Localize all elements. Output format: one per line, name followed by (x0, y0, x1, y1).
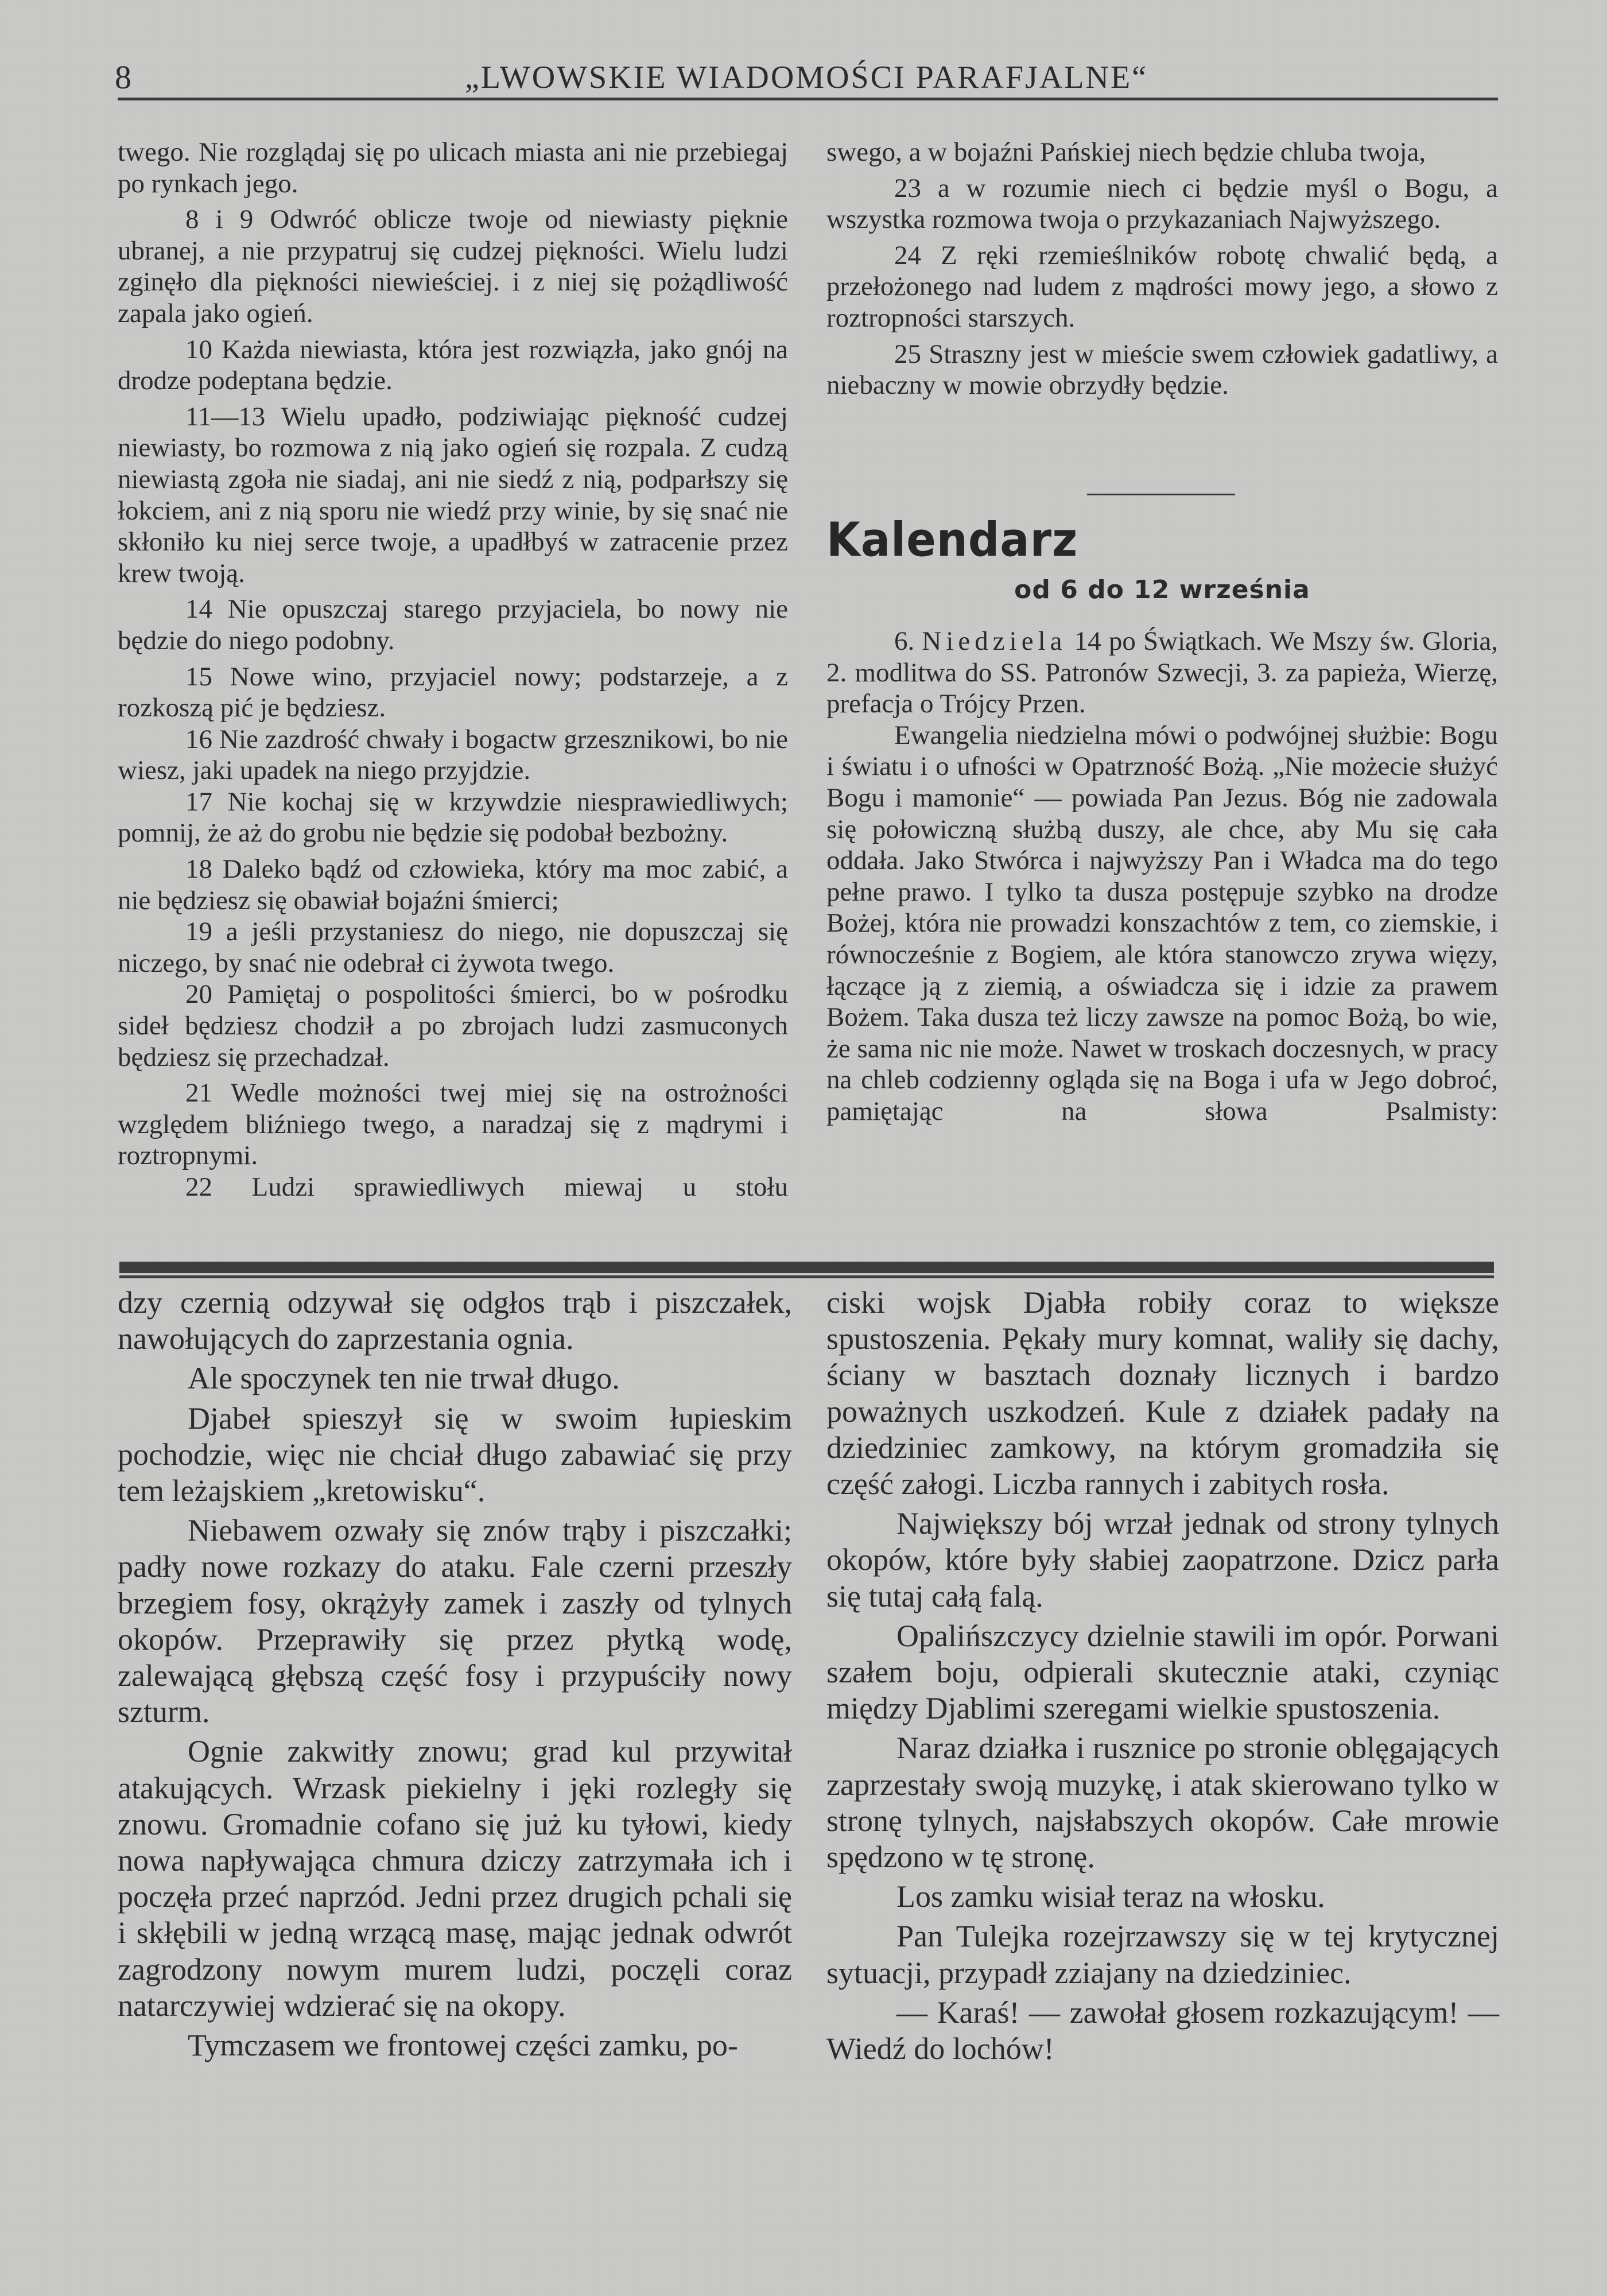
paragraph: Djabeł spieszył się w swoim łupieskim pochodzie, więc nie chciał długo zabawiać się przy tem leżajskiem „kretowisku“. (118, 1401, 792, 1508)
paragraph: dzy czernią odzywał się odgłos trąb i piszczałek, nawołujących do zaprzestania ognia. (118, 1285, 792, 1356)
verse-16: 16 Nie zazdrość chwały i bogactw grzesznikowi, bo nie wiesz, jaki upadek na niego przyjdzie. (118, 724, 788, 786)
verse-10: 10 Każda niewiasta, która jest rozwiązła, jako gnój na drodze podeptana będzie. (118, 334, 788, 396)
verse-21: 21 Wedle możności twej miej się na ostrożności względem bliźniego twego, a naradzaj się z mądrymi i roztropnymi. (118, 1078, 788, 1171)
day-number: 6. (894, 626, 915, 656)
paragraph: Ale spoczynek ten nie trwał długo. (188, 1361, 620, 1396)
verse-25: 25 Straszny jest w mieście swem człowiek gadatliwy, a niebaczny w mowie obrzydły będzie. (826, 339, 1498, 401)
calendar-date-range: od 6 do 12 września (1014, 575, 1310, 604)
paragraph: Opalińszczycy dzielnie stawili im opór. Porwani szałem boju, odpierali skutecznie ataki, czyniąc między Djablimi szeregami wielkie spustoszenia. (826, 1618, 1499, 1726)
top-left-column (118, 137, 788, 1203)
bottom-left-column (118, 1285, 792, 2064)
page-number: 8 (115, 59, 131, 96)
day-name: Niedziela (922, 626, 1067, 656)
verse-24: 24 Z ręki rzemieślników robotę chwalić będą, a przełożonego nad ludem z mądrości mowy jego, a słowo z roztropności starszych. (826, 240, 1498, 333)
paragraph: swego, a w bojaźni Pańskiej niech będzie chluba twoja, (826, 137, 1426, 167)
day-details: 14 po Świątkach. We Mszy św. Gloria, 2. modlitwa do SS. Patronów Szwecji, 3. za papieża, Wierzę, prefacja o Trójcy Przen. (826, 626, 1498, 719)
calendar-heading: Kalendarz (826, 512, 1078, 568)
calendar-day-entry (826, 626, 1498, 720)
paragraph: Ognie zakwitły znowu; grad kul przywitał atakujących. Wrzask piekielny i jęki rozległy się znowu. Gromadnie cofano się już ku tyłowi, kiedy nowa napływająca chmura dziczy zatrzymała ich i poczęła przeć naprzód. Jedni przez drugich pchali się i skłębili w jedną wrzącą masę, mając jednak odwrót zagrodzony nowym murem ludzi, poczęli coraz natarczywiej wdzierać się na okopy. (118, 1734, 792, 2023)
paragraph: Tymczasem we frontowej części zamku, po- (188, 2028, 738, 2063)
verse-18: 18 Daleko bądź od człowieka, który ma moc zabić, a nie będziesz się obawiał bojaźni śmierci; (118, 854, 788, 916)
paragraph: Niebawem ozwały się znów trąby i piszczałki; padły nowe rozkazy do ataku. Fale czerni przeszły brzegiem fosy, okrążyły zamek i zaszły od tylnych okopów. Przeprawiły się przez płytką wodę, zalewającą głębszą część fosy i przypuściły nowy szturm. (118, 1513, 792, 1729)
top-right-column (826, 137, 1498, 401)
section-separator (1087, 494, 1235, 495)
verse-20: 20 Pamiętaj o pospolitości śmierci, bo w pośrodku sideł będziesz chodził a po zbrojach ludzi zasmuconych będziesz się przechadzał. (118, 979, 788, 1072)
verse-17: 17 Nie kochaj się w krzywdzie niesprawiedliwych; pomnij, że aż do grobu nie będzie się podobał bezbożny. (118, 786, 788, 848)
paragraph: Największy bój wrzał jednak od strony tylnych okopów, które były słabiej zaopatrzone. Dzicz parła się tutaj całą falą. (826, 1506, 1499, 1614)
verse-22: 22 Ludzi sprawiedliwych miewaj u stołu (185, 1172, 788, 1202)
masthead-title: „LWOWSKIE WIADOMOŚCI PARAFJALNE“ (464, 60, 1148, 95)
verse-19: 19 a jeśli przystaniesz do niego, nie dopuszczaj się niczego, by snać nie odebrał ci żywota twego. (118, 917, 788, 978)
bottom-right-column (826, 1285, 1499, 2067)
verse-11-13: 11—13 Wielu upadło, podziwiając piękność cudzej niewiasty, bo rozmowa z nią jako ogień się rozpala. Z cudzą niewiastą zgoła nie siadaj, ani nie siedź z nią, podparłszy się łokciem, ani z nią sporu nie wiedź przy winie, by się snać nie skłoniło ku niej serce twoje, a upadłbyś w zatracenie przez krew twoją. (118, 401, 788, 588)
calendar-body (826, 626, 1498, 1127)
paragraph: twego. Nie rozglądaj się po ulicach miasta ani nie przebiegaj po rynkach jego. (118, 137, 788, 199)
paragraph: Los zamku wisiał teraz na włosku. (896, 1879, 1325, 1914)
calendar-paragraph: Ewangelia niedzielna mówi o podwójnej służbie: Bogu i światu i o ufności w Opatrzność Bożą. „Nie możecie służyć Bogu i mamonie“ — powiada Pan Jezus. Bóg nie zadowala się połowiczną służbą duszy, ale chce, aby Mu się cała oddała. Jako Stwórca i najwyższy Pan i Władca ma do tego pełne prawo. I tylko ta dusza postępuje szybko na drodze Bożej, która nie prowadzi konszachtów z tem, co ziemskie, i równocześnie z Bogiem, ale która stanowczo zrywa więzy, łączące ją z ziemią, a oświadcza się i idzie za prawem Bożem. Taka dusza też liczy zawsze na pomoc Bożą, bo wie, że sama nic nie może. Nawet w troskach doczesnych, w pracy na chleb codzienny ogląda się na Boga i ufa w Jego dobroć, pamiętając na słowa Psalmisty: (826, 720, 1498, 1126)
verse-8-9: 8 i 9 Odwróć oblicze twoje od niewiasty pięknie ubranej, a nie przypatruj się cudzej piękności. Wielu ludzi zginęło dla piękności niewieściej. i z niej się pożądliwość zapala jako ogień. (118, 204, 788, 328)
verse-14: 14 Nie opuszczaj starego przyjaciela, bo nowy nie będzie do niego podobny. (118, 594, 788, 656)
paragraph: — Karaś! — zawołał głosem rozkazującym! — Wiedź do lochów! (826, 1995, 1499, 2066)
section-divider-thick (119, 1262, 1494, 1273)
paragraph: Naraz działka i rusznice po stronie oblęgających zaprzestały swoją muzykę, i atak skierowano tylko w stronę tylnych, najsłabszych okopów. Całe mrowie spędzono w tę stronę. (826, 1731, 1499, 1875)
paragraph: ciski wojsk Djabła robiły coraz to większe spustoszenia. Pękały mury komnat, waliły się dachy, ściany w basztach doznały licznych i bardzo poważnych uszkodzeń. Kule z działek padały na dziedziniec zamkowy, na którym gromadziła się część załogi. Liczba rannych i zabitych rosła. (826, 1285, 1499, 1502)
verse-23: 23 a w rozumie niech ci będzie myśl o Bogu, a wszystka rozmowa twoja o przykazaniach Najwyższego. (826, 173, 1498, 235)
verse-15: 15 Nowe wino, przyjaciel nowy; podstarzeje, a z rozkoszą pić je będziesz. (118, 661, 788, 723)
section-divider-thin (119, 1275, 1494, 1278)
paragraph: Pan Tulejka rozejrzawszy się w tej krytycznej sytuacji, przypadł zziajany na dziedziniec. (826, 1919, 1499, 1990)
header-rule (118, 98, 1498, 100)
